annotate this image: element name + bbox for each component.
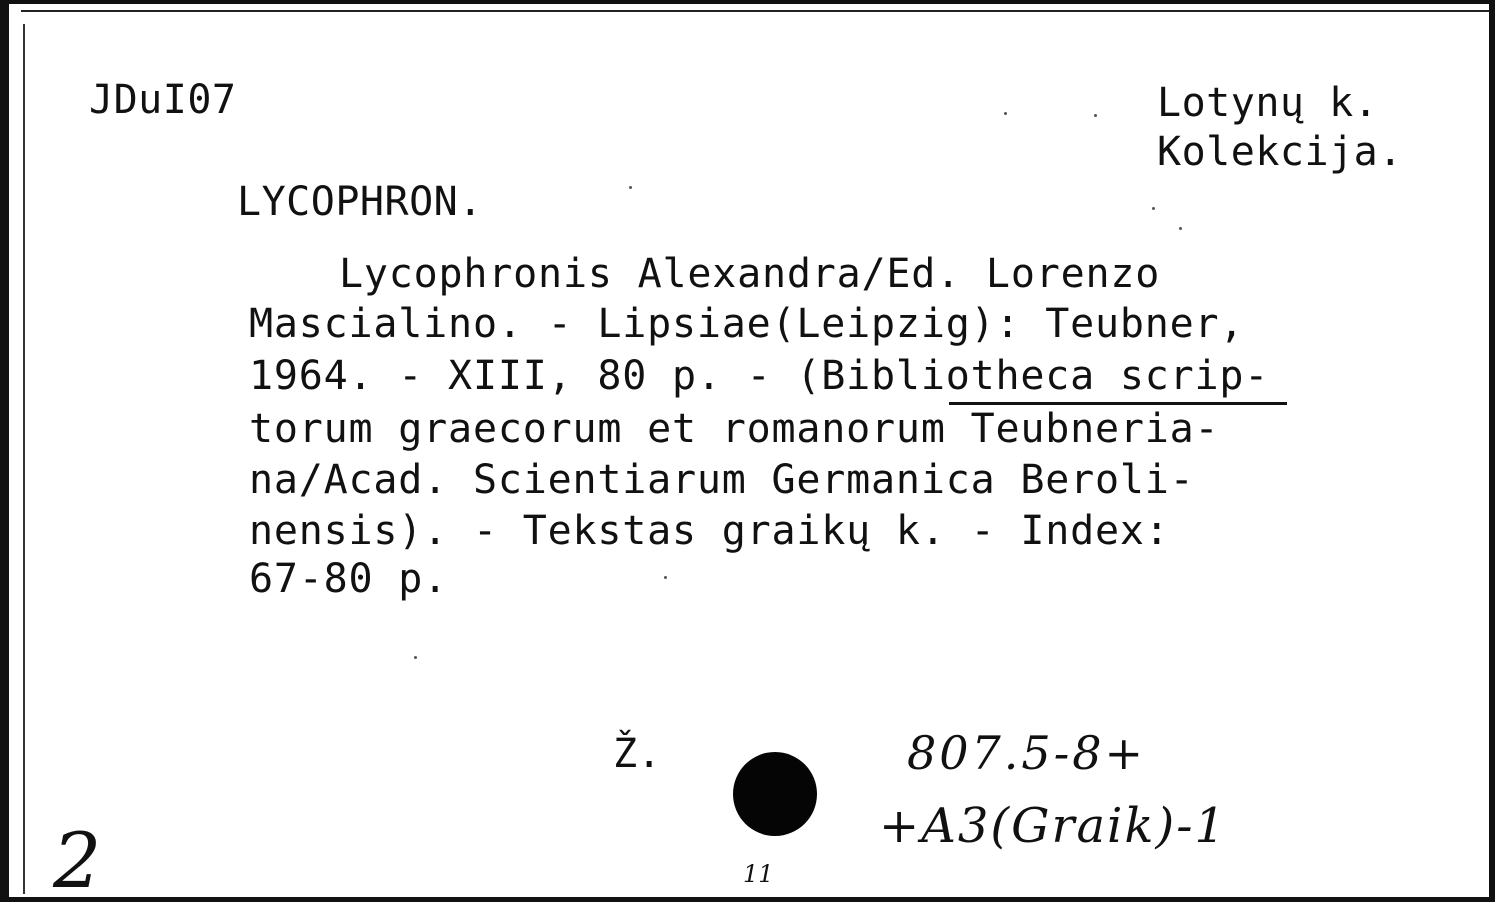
description-line: Lycophronis Alexandra/Ed. Lorenzo xyxy=(339,251,1161,297)
scan-speck xyxy=(629,186,632,189)
call-number: JDuI07 xyxy=(89,77,237,123)
description-line: 67-80 p. xyxy=(249,556,449,602)
scan-speck xyxy=(1152,207,1155,210)
description-line: nensis). - Tekstas graikų k. - Index: xyxy=(249,508,1170,554)
copy-number: 11 xyxy=(743,860,774,888)
filled-circle-mark xyxy=(733,752,817,836)
description-line: Mascialino. - Lipsiae(Leipzig): Teubner, xyxy=(249,301,1245,347)
corner-handwritten-number: 2 xyxy=(53,816,102,902)
description-line: 1964. - XIII, 80 p. - (Bibliotheca scrip- xyxy=(249,353,1270,399)
scan-speck xyxy=(1004,112,1007,115)
language-label: Lotynų k. xyxy=(1157,80,1379,126)
classification-code-line2: +A3(Graik)-1 xyxy=(879,798,1227,854)
scan-speck xyxy=(664,576,667,579)
scan-speck xyxy=(1179,227,1182,230)
collection-label: Kolekcija. xyxy=(1157,129,1403,175)
series-title-underline xyxy=(949,402,1287,405)
description-line: torum graecorum et romanorum Teubneria- xyxy=(249,406,1220,452)
author-heading: LYCOPHRON. xyxy=(237,179,483,225)
description-line: na/Acad. Scientiarum Germanica Beroli- xyxy=(249,457,1195,503)
scan-speck xyxy=(1094,114,1097,117)
scan-speck xyxy=(414,656,417,659)
card-left-edge-line xyxy=(23,24,25,894)
mark-letter: Ž. xyxy=(613,731,662,777)
classification-code-line1: 807.5-8+ xyxy=(907,726,1147,780)
card-top-edge-line xyxy=(21,10,1489,12)
